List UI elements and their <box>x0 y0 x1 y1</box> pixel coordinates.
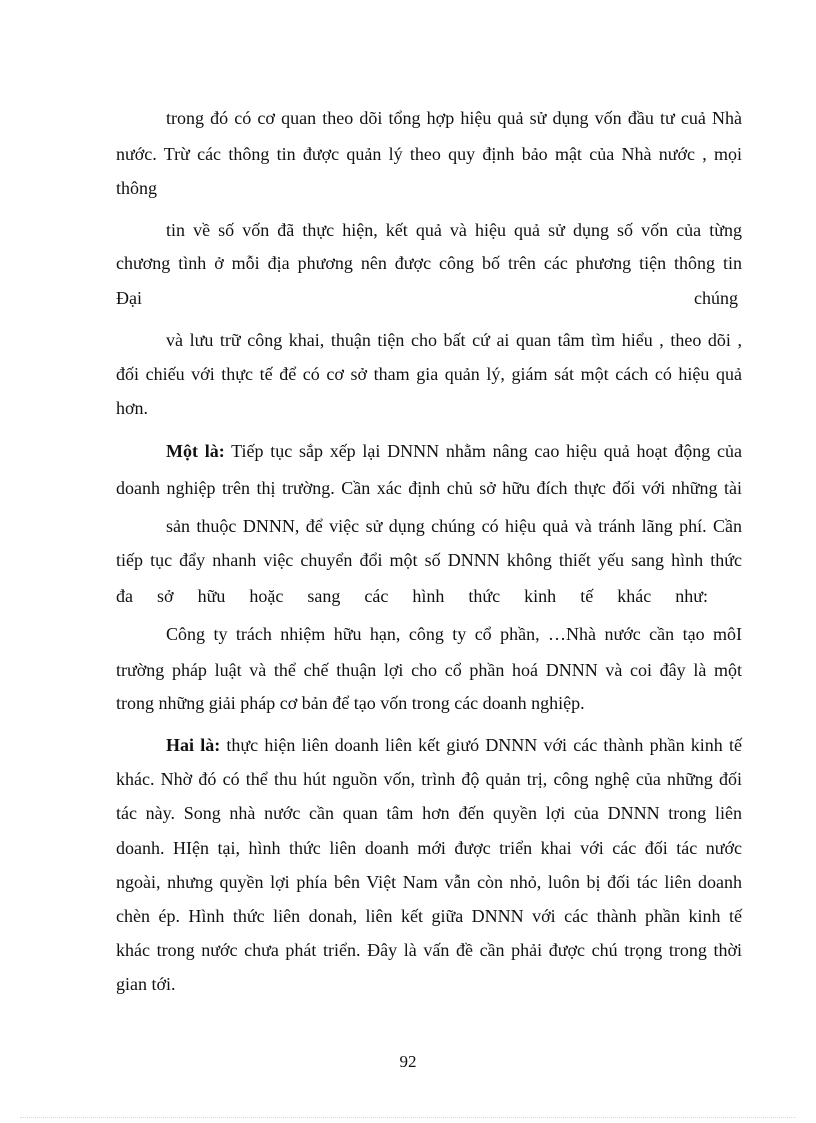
text-line: Đại <box>116 288 142 308</box>
text-span: thực hiện liên doanh liên kết giưó DNNN với các thành phần kinh tế <box>226 735 742 755</box>
paragraph-line-hai-la <box>166 733 742 757</box>
text-line: doanh. HIện tại, hình thức liên doanh mới được triển khai với các đối tác nước <box>116 838 742 858</box>
text-line: sản thuộc DNNN, để việc sử dụng chúng có hiệu quả và tránh lãng phí. Cần <box>166 516 742 536</box>
text-line: chương tình ở mỗi địa phương nên được công bố trên các phương tiện thông tin <box>116 253 742 273</box>
text-line: hơn. <box>116 398 149 418</box>
text-line: khác. Nhờ đó có thể thu hút nguồn vốn, trình độ quản trị, công nghệ của những đối <box>116 769 742 789</box>
paragraph-line-mot-la <box>166 439 742 463</box>
text-line: tin về số vốn đã thực hiện, kết quả và hiệu quả sử dụng số vốn của từng <box>166 220 742 240</box>
text-span: Tiếp tục sắp xếp lại DNNN nhằm nâng cao hiệu quả hoạt động của <box>231 441 742 461</box>
text-line: đa sở hữu hoặc sang các hình thức kinh tế khác như: <box>116 586 708 606</box>
text-line: và lưu trữ công khai, thuận tiện cho bất cứ ai quan tâm tìm hiểu , theo dõi , <box>166 330 742 350</box>
page-number: 92 <box>399 1052 417 1071</box>
text-line: tác này. Song nhà nước cần quan tâm hơn đến quyền lợi của DNNN trong liên <box>116 803 742 823</box>
text-line: chúng <box>694 288 738 308</box>
text-line: trường pháp luật và thể chế thuận lợi cho cổ phần hoá DNNN và coi đây là một <box>116 660 742 680</box>
text-line: đối chiếu với thực tế để có cơ sở tham gia quản lý, giám sát một cách có hiệu quả <box>116 364 742 384</box>
footer-divider <box>20 1117 796 1118</box>
text-line: trong những giải pháp cơ bản để tạo vốn trong các doanh nghiệp. <box>116 693 585 713</box>
heading-hai-la: Hai là: <box>166 735 221 755</box>
text-line: chèn ép. Hình thức liên donah, liên kết giữa DNNN với các thành phần kinh tế <box>116 906 742 926</box>
text-line: trong đó có cơ quan theo dõi tổng hợp hiệu quả sử dụng vốn đầu tư cuả Nhà <box>166 108 742 128</box>
text-line: Công ty trách nhiệm hữu hạn, công ty cổ phần, …Nhà nước cần tạo môI <box>166 624 742 644</box>
heading-mot-la: Một là: <box>166 441 225 461</box>
text-line: tiếp tục đẩy nhanh việc chuyển đổi một số DNNN không thiết yếu sang hình thức <box>116 550 742 570</box>
text-line: nước. Trừ các thông tin được quản lý theo quy định bảo mật của Nhà nước , mọi <box>116 144 742 164</box>
text-line: gian tới. <box>116 974 176 994</box>
text-line: doanh nghiệp trên thị trường. Cần xác định chủ sở hữu đích thực đối với những tài <box>116 478 742 498</box>
text-line: ngoài, nhưng quyền lợi phía bên Việt Nam vẫn còn nhỏ, luôn bị đối tác liên doanh <box>116 872 742 892</box>
text-line: khác trong nước chưa phát triển. Đây là vấn đề cần phải được chú trọng trong thời <box>116 940 742 960</box>
text-line: thông <box>116 178 158 198</box>
